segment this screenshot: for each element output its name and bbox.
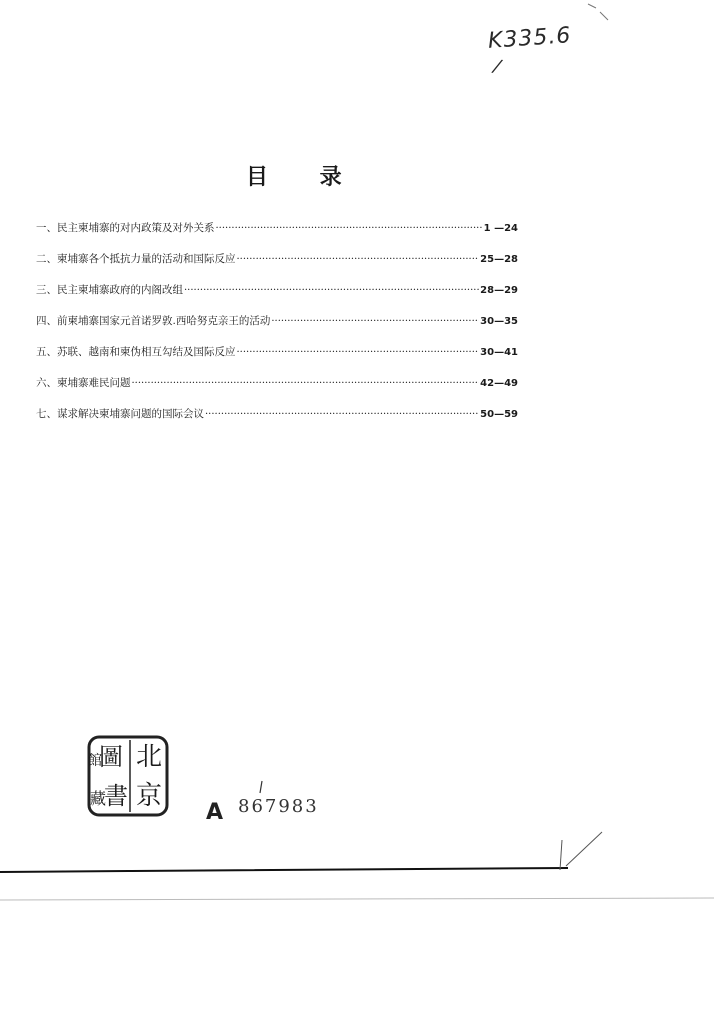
- toc-entry-pages: 30—35: [480, 316, 518, 327]
- toc-entry: [36, 406, 518, 437]
- seal-char: 藏: [89, 789, 107, 808]
- toc-entry-pages: 30—41: [480, 347, 518, 358]
- library-seal-stamp: [86, 734, 170, 818]
- toc-entry-title: 柬埔寨难民问题: [57, 377, 131, 389]
- accession-letter: A: [206, 800, 224, 825]
- toc-entry-pages: 1 —24: [483, 223, 518, 234]
- handwritten-call-number: K335.6: [487, 23, 573, 54]
- accession-number: 867983: [238, 796, 319, 817]
- toc-leader-dots: [237, 347, 480, 358]
- toc-entry: [36, 220, 518, 251]
- seal-char: 書: [104, 782, 128, 810]
- toc-leader-dots: [184, 285, 479, 296]
- seal-char: 北: [135, 742, 163, 772]
- toc-leader-dots: [132, 378, 480, 389]
- handwritten-tick: [258, 780, 264, 794]
- toc-entry-pages: 42—49: [480, 378, 518, 389]
- toc-entry: [36, 344, 518, 375]
- toc-entry-pages: 28—29: [480, 285, 518, 296]
- toc-entry: [36, 375, 518, 406]
- toc-entry-number: 七、: [36, 408, 57, 420]
- toc-entry-title: 柬埔寨各个抵抗力量的活动和国际反应: [57, 253, 236, 265]
- toc-entry-title: 苏联、越南和柬伪相互勾结及国际反应: [57, 346, 236, 358]
- toc-leader-dots: [205, 409, 479, 420]
- toc-leader-dots: [271, 316, 479, 327]
- seal-char: 京: [135, 781, 163, 811]
- toc-entry: [36, 282, 518, 313]
- toc-entry-title: 谋求解决柬埔寨问题的国际会议: [57, 408, 204, 420]
- toc-entry-number: 一、: [36, 222, 57, 234]
- toc-entry-number: 三、: [36, 284, 57, 296]
- toc-entry-number: 二、: [36, 253, 57, 265]
- toc-leader-dots: [216, 223, 483, 234]
- toc-entry: [36, 313, 518, 344]
- toc-entry-title: 民主柬埔寨政府的内阁改组: [57, 284, 183, 296]
- toc-entry-title: 前柬埔寨国家元首诺罗敦.西哈努克亲王的活动: [57, 315, 271, 327]
- toc-entry-pages: 25—28: [480, 254, 518, 265]
- toc-entry: [36, 251, 518, 282]
- seal-char: 館: [88, 753, 102, 769]
- corner-scribble: [586, 2, 610, 22]
- seal-char: 圖: [99, 743, 123, 771]
- table-of-contents: [36, 220, 518, 437]
- toc-leader-dots: [237, 254, 480, 265]
- toc-entry-title: 民主柬埔寨的对内政策及对外关系: [57, 222, 215, 234]
- toc-entry-number: 五、: [36, 346, 57, 358]
- page-title: 目 录: [246, 164, 364, 190]
- page-edge-lines: [0, 830, 714, 910]
- toc-entry-number: 四、: [36, 315, 57, 327]
- toc-entry-pages: 50—59: [480, 409, 518, 420]
- toc-entry-number: 六、: [36, 377, 57, 389]
- handwritten-call-number-sub: /: [491, 55, 503, 78]
